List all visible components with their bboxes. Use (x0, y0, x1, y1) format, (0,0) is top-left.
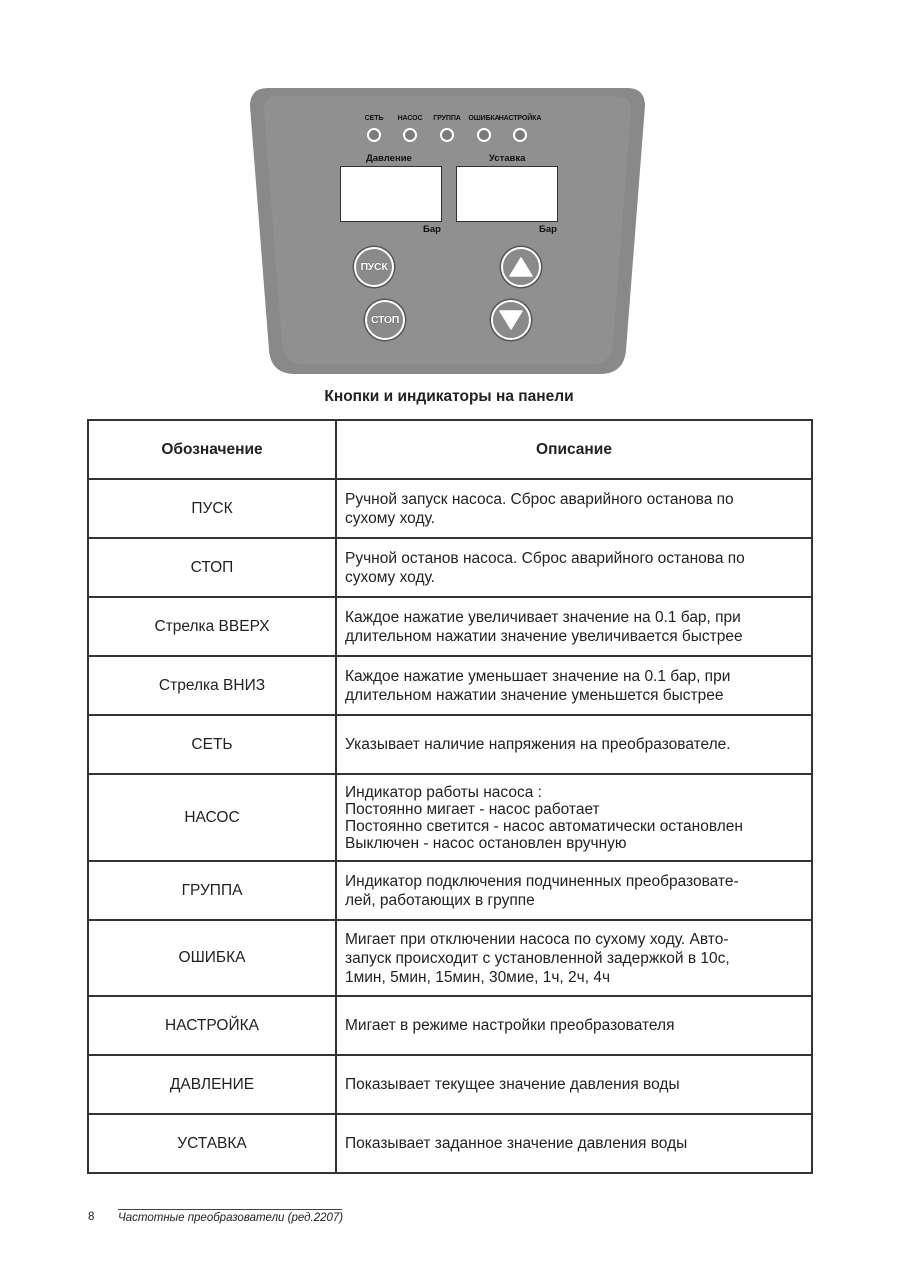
row-description (336, 774, 812, 861)
description-line: длительном нажатии значение увеличивается быстрее (345, 627, 743, 645)
arrow-down-button[interactable] (491, 300, 531, 340)
description-line: Постоянно светится - насос автоматически остановлен (345, 817, 743, 835)
row-name: СТОП (88, 538, 336, 597)
table-row (88, 597, 812, 656)
row-name: НАСОС (88, 774, 336, 861)
table-row (88, 479, 812, 538)
row-description (336, 996, 812, 1055)
row-description (336, 920, 812, 996)
led-label-group: ГРУППА (433, 115, 461, 122)
led-label-error: ОШИБКА (468, 115, 500, 122)
triangle-up-icon (508, 256, 534, 278)
row-name: Стрелка ВНИЗ (88, 656, 336, 715)
start-button[interactable] (354, 247, 394, 287)
table-row (88, 996, 812, 1055)
setpoint-display (456, 166, 558, 222)
table-row (88, 861, 812, 920)
description-line: Показывает заданное значение давления воды (345, 1135, 688, 1152)
footer-rule (118, 1209, 342, 1210)
description-line: сухому ходу. (345, 568, 435, 586)
description-line: Мигает при отключении насоса по сухому ходу. Авто- (345, 930, 729, 948)
row-description (336, 597, 812, 656)
led-label-network: СЕТЬ (364, 115, 384, 122)
table-row (88, 774, 812, 861)
description-line: Постоянно мигает - насос работает (345, 800, 600, 818)
row-description (336, 715, 812, 774)
table-header-row (88, 420, 812, 479)
led-label-settings: НАСТРОЙКА (498, 115, 542, 122)
row-name: НАСТРОЙКА (88, 996, 336, 1055)
pressure-unit: Бар (423, 224, 441, 235)
description-line: лей, работающих в группе (345, 891, 535, 909)
row-description (336, 538, 812, 597)
row-description (336, 861, 812, 920)
led-group (440, 128, 454, 142)
row-name: УСТАВКА (88, 1114, 336, 1173)
row-name: ПУСК (88, 479, 336, 538)
description-line: Индикатор подключения подчиненных преобразовате- (345, 872, 739, 890)
led-settings (513, 128, 527, 142)
header-designation: Обозначение (88, 420, 336, 479)
description-line: Ручной запуск насоса. Сброс аварийного останова по (345, 490, 734, 508)
description-line: Указывает наличие напряжения на преобразователе. (345, 736, 731, 753)
description-line: Выключен - насос остановлен вручную (345, 834, 627, 852)
table-row (88, 715, 812, 774)
description-line: Каждое нажатие увеличивает значение на 0.1 бар, при (345, 608, 741, 626)
row-description (336, 656, 812, 715)
description-line: Ручной останов насоса. Сброс аварийного останова по (345, 549, 745, 567)
led-network (367, 128, 381, 142)
led-label-pump: НАСОС (397, 115, 423, 122)
controls-table (87, 419, 813, 1174)
table-row (88, 1114, 812, 1173)
description-line: Показывает текущее значение давления воды (345, 1076, 680, 1093)
row-name: СЕТЬ (88, 715, 336, 774)
stop-button[interactable] (365, 300, 405, 340)
description-line: 1мин, 5мин, 15мин, 30мие, 1ч, 2ч, 4ч (345, 968, 611, 986)
pressure-display (340, 166, 442, 222)
footer-text: Частотные преобразователи (ред.2207) (118, 1212, 344, 1224)
row-name: ГРУППА (88, 861, 336, 920)
page-number: 8 (88, 1211, 95, 1223)
description-line: запуск происходит с установленной задержкой в 10с, (345, 949, 730, 967)
header-description: Описание (336, 420, 812, 479)
figure-caption: Кнопки и индикаторы на панели (324, 388, 574, 405)
description-line: Индикатор работы насоса : (345, 783, 542, 801)
row-name: Стрелка ВВЕРХ (88, 597, 336, 656)
row-description (336, 1114, 812, 1173)
description-line: сухому ходу. (345, 509, 435, 527)
row-name: ДАВЛЕНИЕ (88, 1055, 336, 1114)
setpoint-display-label: Уставка (489, 153, 526, 164)
table-row (88, 920, 812, 996)
description-line: длительном нажатии значение уменьшется быстрее (345, 686, 724, 704)
triangle-down-icon (498, 309, 524, 331)
pressure-display-label: Давление (366, 153, 412, 164)
start-button-label: ПУСК (360, 261, 388, 273)
setpoint-unit: Бар (539, 224, 557, 235)
description-line: Каждое нажатие уменьшает значение на 0.1 бар, при (345, 667, 731, 685)
row-description (336, 1055, 812, 1114)
table-row (88, 538, 812, 597)
table-row (88, 656, 812, 715)
led-error (477, 128, 491, 142)
led-pump (403, 128, 417, 142)
arrow-up-button[interactable] (501, 247, 541, 287)
row-name: ОШИБКА (88, 920, 336, 996)
table-row (88, 1055, 812, 1114)
stop-button-label: СТОП (371, 314, 399, 326)
description-line: Мигает в режиме настройки преобразователя (345, 1017, 675, 1034)
row-description (336, 479, 812, 538)
